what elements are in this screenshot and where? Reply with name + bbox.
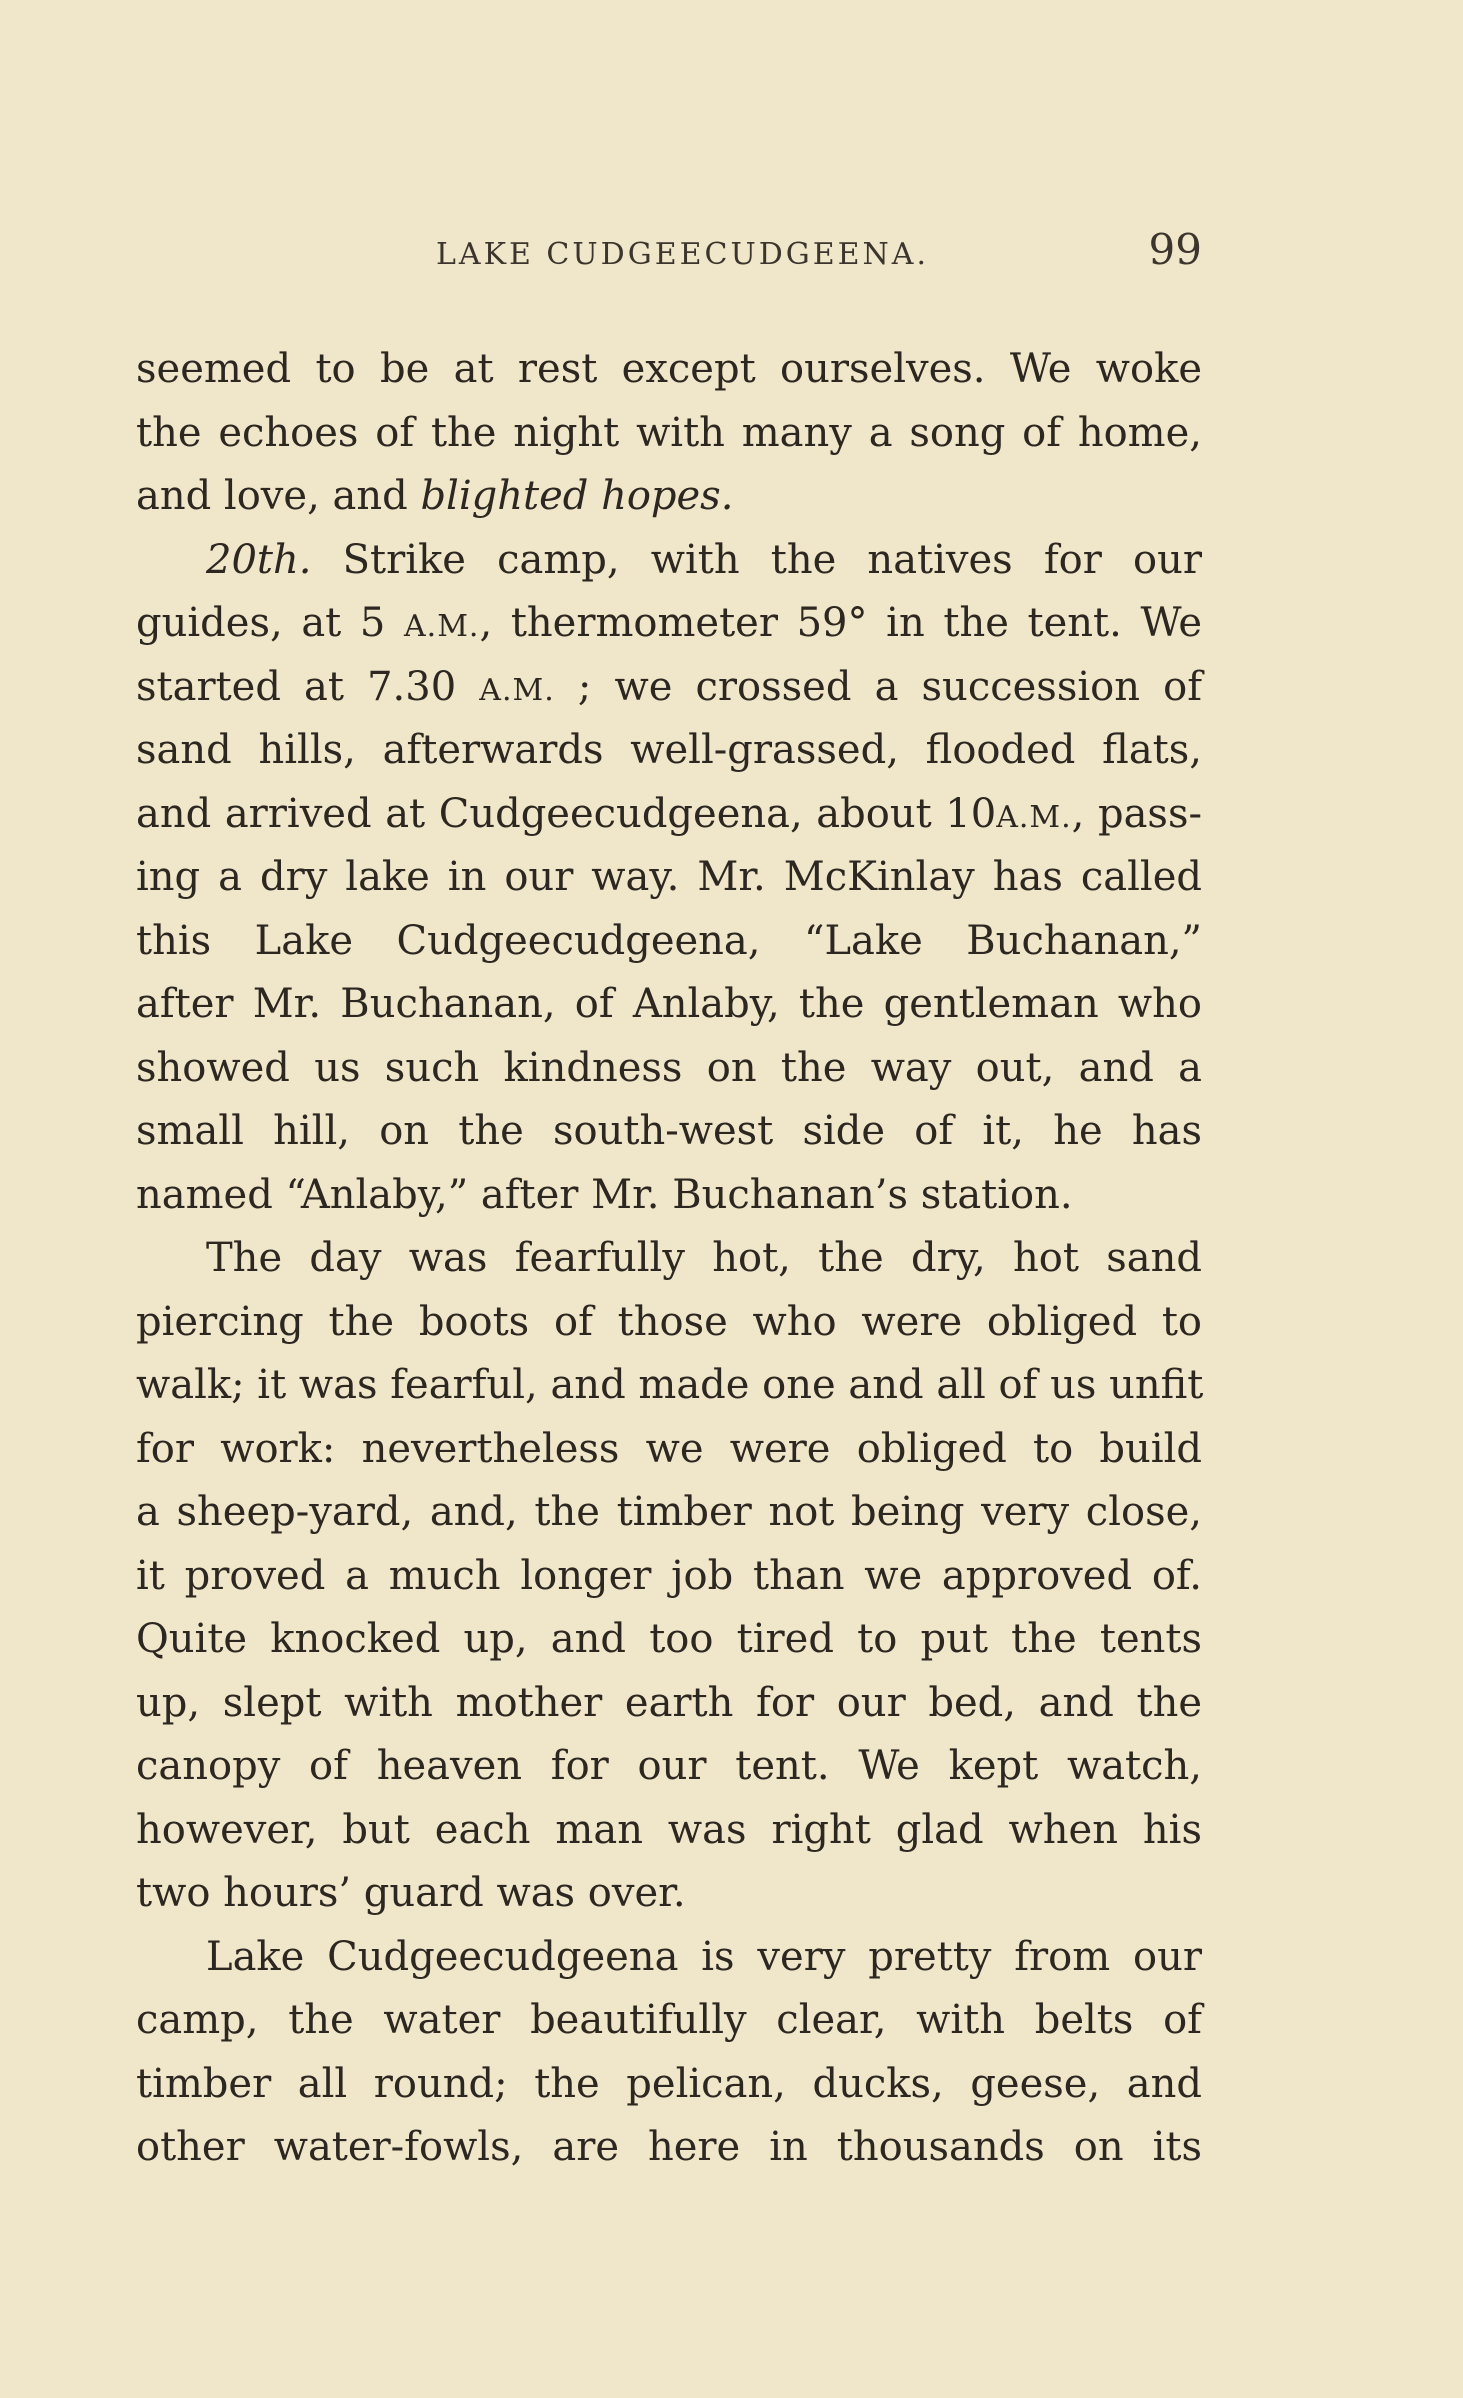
text-line: Lake Cudgeecudgeena is very pretty from our bbox=[206, 1933, 1202, 1980]
text-run: , pass- bbox=[1071, 790, 1203, 837]
running-head: LAKE CUDGEECUDGEENA. bbox=[436, 237, 929, 272]
text-line: named “Anlaby,” after Mr. Buchanan’s station. bbox=[136, 1171, 1073, 1218]
italic-phrase: blighted hopes. bbox=[420, 473, 734, 519]
text-line: ing a dry lake in our way. Mr. McKinlay has called bbox=[136, 854, 1202, 900]
text-line: for work: nevertheless we were obliged to build bbox=[136, 1425, 1202, 1472]
text-line: after Mr. Buchanan, of Anlaby, the gentleman who bbox=[136, 981, 1202, 1027]
text-run: started at 7.30 bbox=[136, 663, 457, 710]
text-line: other water-fowls, are here in thousands on its bbox=[136, 2124, 1202, 2170]
text-run: and love, and bbox=[136, 473, 408, 519]
text-line: piercing the boots of those who were obliged to bbox=[136, 1298, 1202, 1345]
text-line: seemed to be at rest except ourselves. We woke bbox=[136, 346, 1202, 392]
text-run: and arrived at Cudgeecudgeena, about 10 bbox=[136, 790, 997, 837]
small-caps: A.M. bbox=[996, 799, 1072, 835]
text-run: guides, at 5 bbox=[136, 600, 386, 646]
text-line: timber all round; the pelican, ducks, geese, and bbox=[136, 2060, 1202, 2107]
text-line: showed us such kindness on the way out, and a bbox=[136, 1044, 1202, 1091]
text-line: The day was fearfully hot, the dry, hot sand bbox=[206, 1235, 1202, 1281]
text-line bbox=[136, 465, 1202, 529]
page-header bbox=[136, 225, 1202, 275]
text-line: this Lake Cudgeecudgeena, “Lake Buchanan,” bbox=[136, 917, 1202, 964]
text-run: Strike camp, with the natives for our bbox=[342, 536, 1203, 583]
text-line: small hill, on the south-west side of it, he has bbox=[136, 1108, 1202, 1154]
small-caps: A.M. bbox=[404, 609, 480, 644]
text-line bbox=[136, 592, 1202, 656]
text-line: up, slept with mother earth for our bed, and the bbox=[136, 1679, 1202, 1726]
text-line bbox=[136, 656, 1202, 720]
text-line: the echoes of the night with many a song of home, bbox=[136, 409, 1202, 456]
text-line: a sheep-yard, and, the timber not being very close, bbox=[136, 1489, 1202, 1535]
text-line: walk; it was fearful, and made one and all of us unfit bbox=[136, 1362, 1204, 1408]
text-line bbox=[136, 783, 1202, 847]
text-line: two hours’ guard was over. bbox=[136, 1870, 686, 1916]
text-line: camp, the water beautifully clear, with belts of bbox=[136, 1997, 1202, 2043]
text-line: canopy of heaven for our tent. We kept watch, bbox=[136, 1743, 1202, 1789]
text-line: it proved a much longer job than we approved of. bbox=[136, 1552, 1202, 1599]
text-line: sand hills, afterwards well-grassed, flooded flats, bbox=[136, 727, 1202, 773]
small-caps: A.M. bbox=[479, 672, 555, 708]
page-number: 99 bbox=[1148, 225, 1202, 274]
text-line bbox=[136, 529, 1202, 593]
text-run: , thermometer 59° in the tent. We bbox=[479, 600, 1202, 646]
text-run: ; we crossed a succession of bbox=[577, 663, 1202, 710]
text-line: however, but each man was right glad when his bbox=[136, 1806, 1202, 1853]
body-text bbox=[136, 338, 1202, 2180]
text-line: Quite knocked up, and too tired to put the tents bbox=[136, 1616, 1202, 1662]
date-heading: 20th. bbox=[206, 536, 312, 583]
